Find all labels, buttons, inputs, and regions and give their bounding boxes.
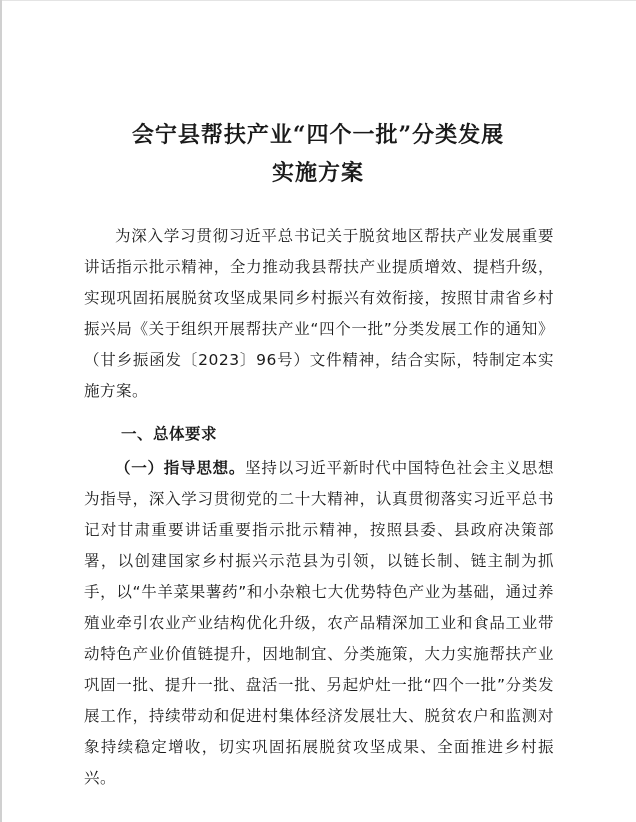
section-heading-general-requirements: 一、总体要求 xyxy=(121,425,218,443)
intro-paragraph: 为深入学习贯彻习近平总书记关于脱贫地区帮扶产业发展重要讲话指示批示精神，全力推动我县帮扶产业提质增效、提档升级，实现巩固拓展脱贫攻坚成果同乡村振兴有效衔接，按照甘肃省乡村振兴局《关于组织开展帮扶产业“四个一批”分类发展工作的通知》（甘乡振函发〔2023〕96号）文件精神，结合实际，特制定本实施方案。 xyxy=(84,227,554,400)
page-top-edge xyxy=(0,0,636,1)
subsection-lead-guiding-ideology: （一）指导思想。 xyxy=(115,459,246,477)
document-title-line-2: 实施方案 xyxy=(271,160,364,186)
document-title-line-1: 会宁县帮扶产业“四个一批”分类发展 xyxy=(131,122,505,148)
guiding-ideology-paragraph xyxy=(84,453,554,794)
guiding-ideology-body: 坚持以习近平新时代中国特色社会主义思想为指导，深入学习贯彻党的二十大精神，认真贯彻落实习近平总书记对甘肃重要讲话重要指示批示精神，按照县委、县政府决策部署，以创建国家乡村振兴示范县为引领，以链长制、链主制为抓手，以“牛羊菜果薯药”和小杂粮七大优势特色产业为基础，通过养殖业牵引农业产业结构优化升级，农产品精深加工业和食品工业带动特色产业价值链提升，因地制宜、分类施策，大力实施帮扶产业巩固一批、提升一批、盘活一批、另起炉灶一批“四个一批”分类发展工作，持续带动和促进村集体经济发展壮大、脱贫农户和监测对象持续稳定增收，切实巩固拓展脱贫攻坚成果、全面推进乡村振兴。 xyxy=(84,459,554,787)
